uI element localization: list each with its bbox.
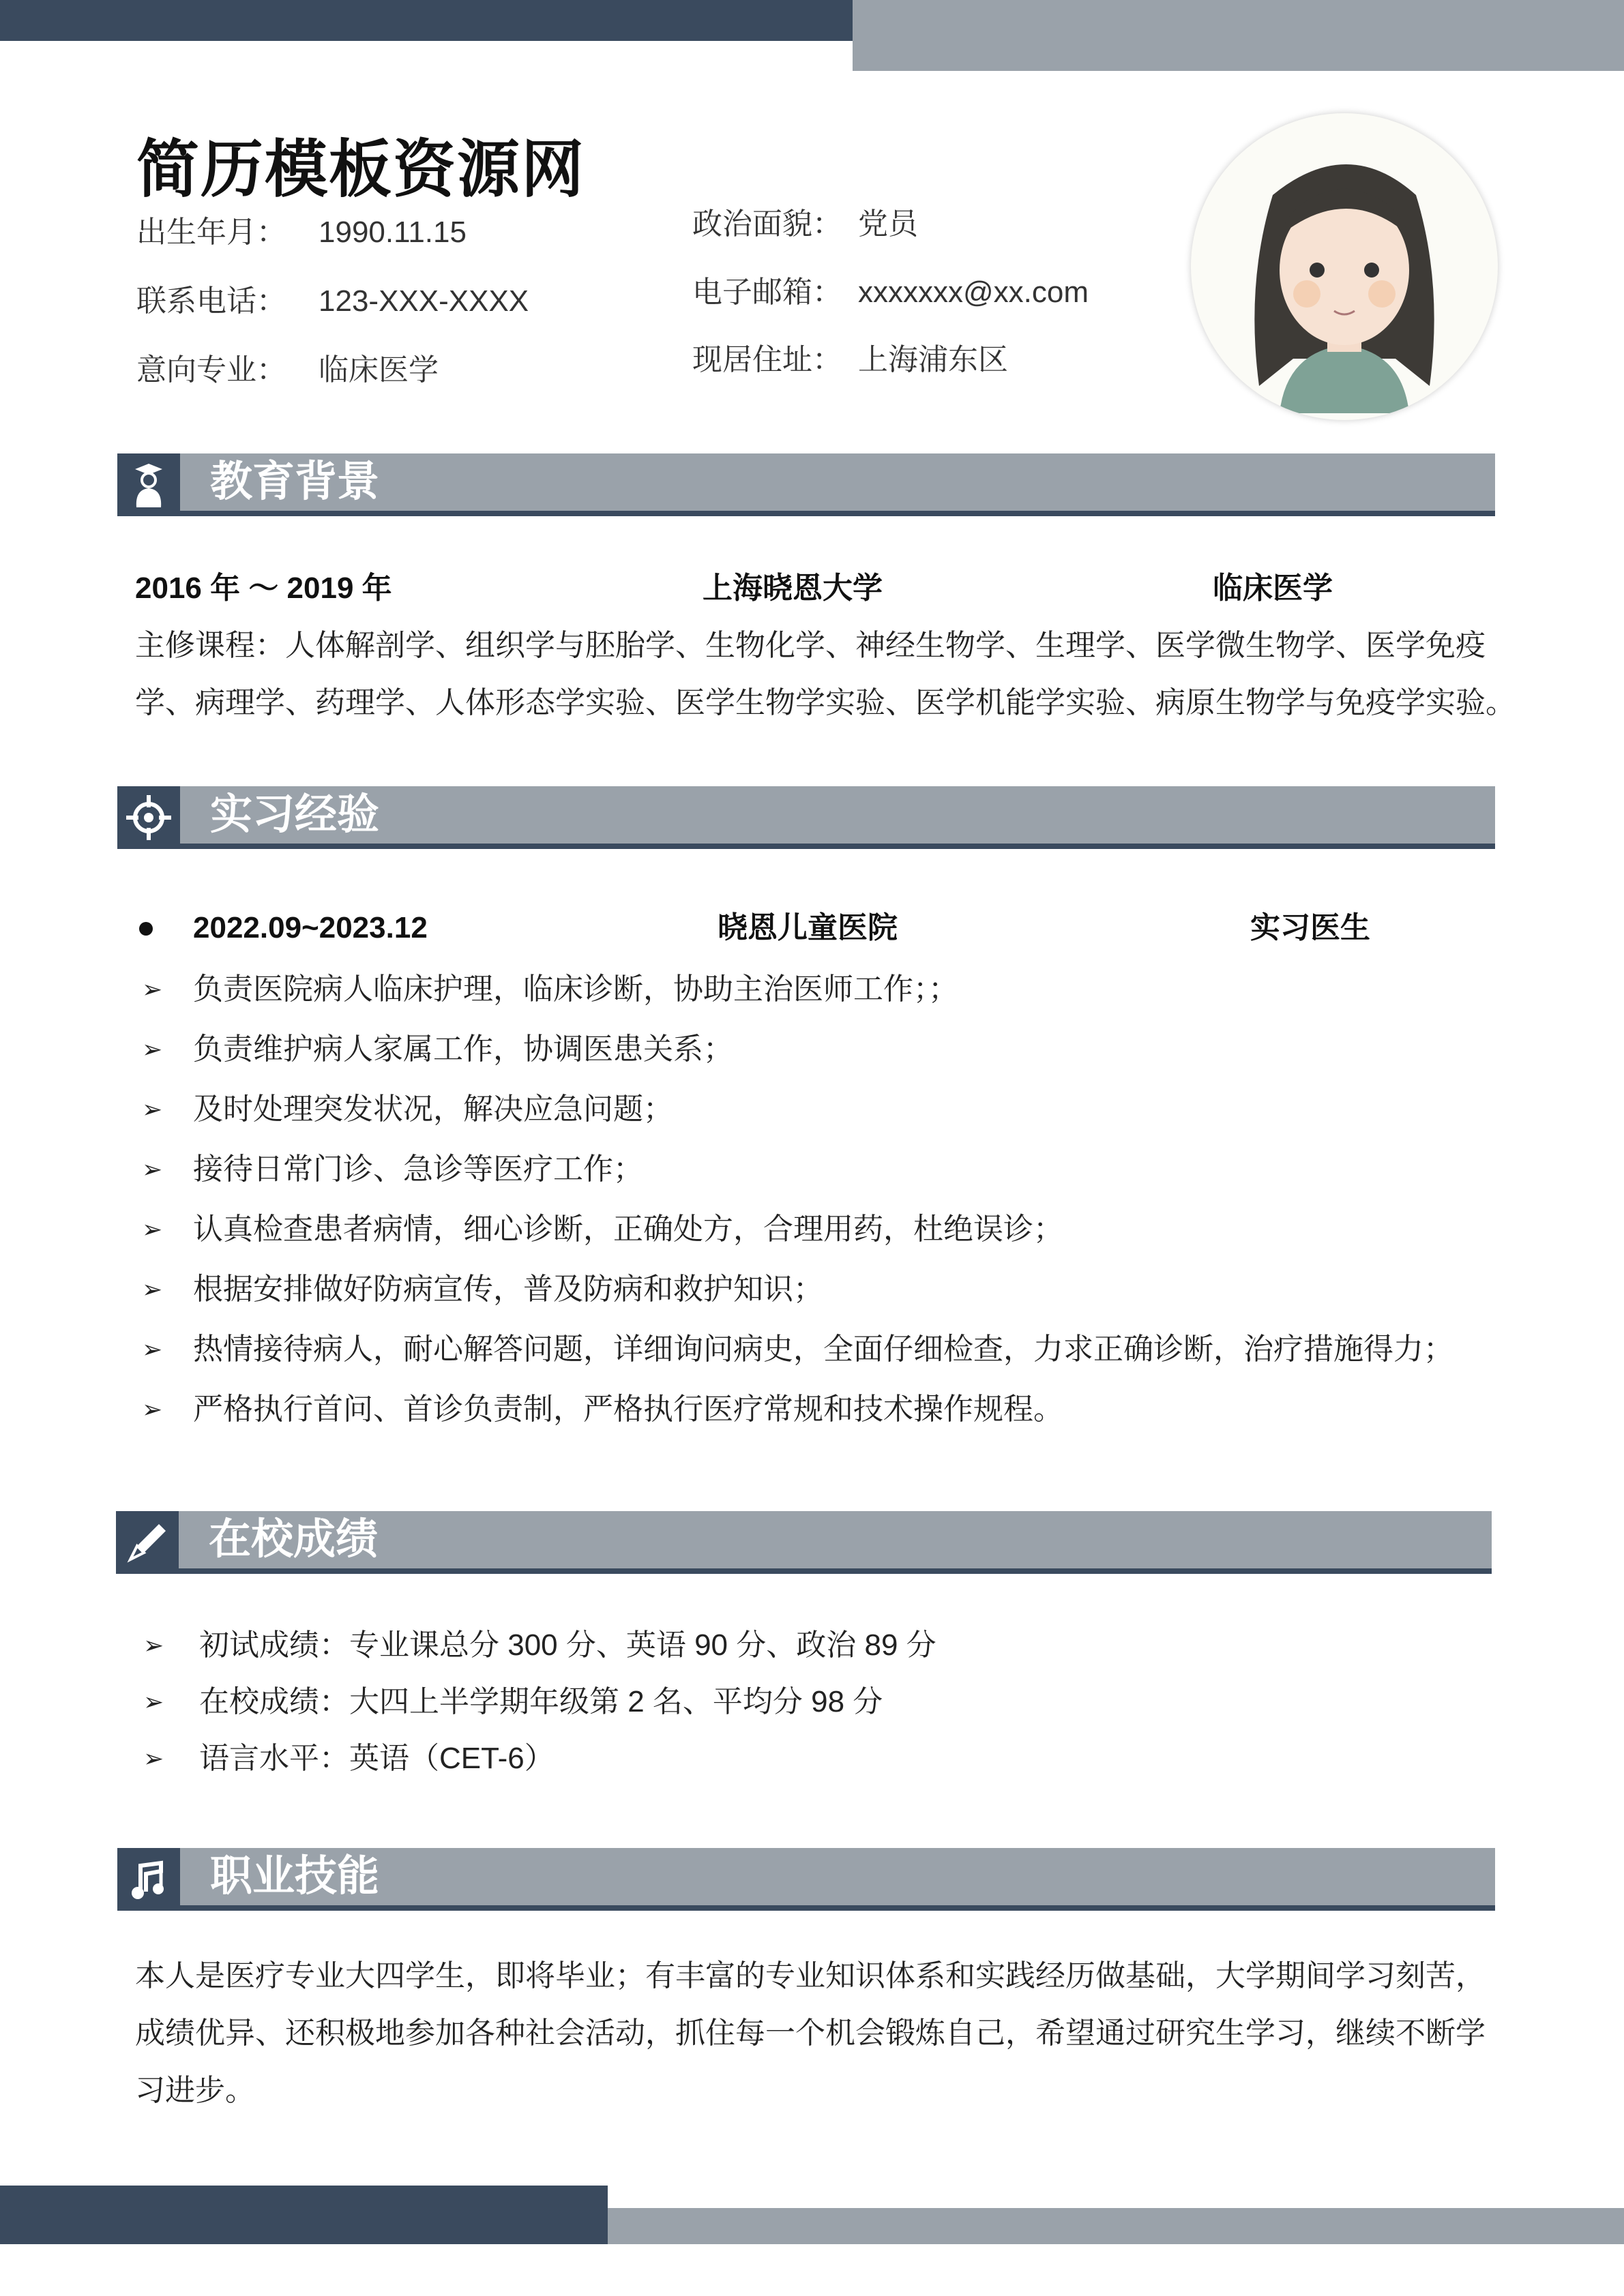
- avatar: [1191, 113, 1498, 420]
- target-icon: [117, 786, 180, 849]
- phone-label: 联系电话：: [136, 284, 286, 318]
- duty-item: 及时处理突发状况，解决应急问题；: [193, 1092, 673, 1126]
- grade-item: 初试成绩：专业课总分 300 分、英语 90 分、政治 89 分: [199, 1628, 936, 1662]
- politics-value: 党员: [858, 207, 918, 241]
- email-label: 电子邮箱：: [692, 275, 842, 309]
- birth-label: 出生年月：: [136, 215, 286, 249]
- bottom-bar-gray: [608, 2208, 1624, 2244]
- section-title: 实习经验: [210, 791, 380, 838]
- section-title: 在校成绩: [209, 1516, 379, 1563]
- arrow-bullet-icon: ➢: [142, 1095, 163, 1123]
- duty-item: 负责维护病人家属工作，协调医患关系；: [193, 1032, 733, 1066]
- major-value: 临床医学: [319, 353, 439, 387]
- arrow-bullet-icon: ➢: [142, 1215, 163, 1243]
- duty-item: 认真检查患者病情，细心诊断，正确处方，合理用药，杜绝误诊；: [193, 1212, 1063, 1246]
- duty-item: 根据安排做好防病宣传，普及防病和救护知识；: [193, 1272, 823, 1306]
- music-note-icon: [117, 1848, 180, 1911]
- edu-period: 2016 年 ～ 2019 年: [135, 571, 392, 605]
- duty-item: 接待日常门诊、急诊等医疗工作；: [193, 1152, 643, 1186]
- edu-school: 上海晓恩大学: [703, 571, 883, 605]
- top-bar-gray: [853, 0, 1624, 71]
- bottom-bar-dark: [0, 2186, 608, 2244]
- address-label: 现居住址：: [692, 343, 842, 376]
- arrow-bullet-icon: ➢: [143, 1744, 164, 1772]
- arrow-bullet-icon: ➢: [142, 1275, 163, 1303]
- arrow-bullet-icon: ➢: [142, 1395, 163, 1423]
- duty-item: 负责医院病人临床护理，临床诊断，协助主治医师工作；；: [193, 972, 958, 1006]
- politics-label: 政治面貌：: [692, 207, 842, 241]
- graduate-icon: [117, 453, 180, 516]
- intern-org: 晓恩儿童医院: [718, 911, 898, 944]
- intern-role: 实习医生: [1250, 911, 1370, 944]
- edu-major: 临床医学: [1213, 571, 1333, 605]
- section-education-header: [117, 453, 1495, 516]
- section-grades-header: [116, 1511, 1492, 1574]
- edu-courses-line: 主修课程：人体解剖学、组织学与胚胎学、生物化学、神经生物学、生理学、医学微生物学、医学免疫: [135, 629, 1486, 662]
- duty-item: 热情接待病人，耐心解答问题，详细询问病史，全面仔细检查，力求正确诊断，治疗措施得力；: [193, 1332, 1453, 1366]
- birth-value: 1990.11.15: [319, 215, 467, 249]
- arrow-bullet-icon: ➢: [142, 1035, 163, 1063]
- arrow-bullet-icon: ➢: [142, 1335, 163, 1363]
- section-internship-header: [117, 786, 1495, 849]
- bullet-dot-icon: [139, 922, 153, 936]
- arrow-bullet-icon: ➢: [142, 975, 163, 1003]
- edu-courses-line: 学、病理学、药理学、人体形态学实验、医学生物学实验、医学机能学实验、病原生物学与免疫学实验。: [135, 686, 1516, 719]
- grade-item: 语言水平：英语（CET-6）: [199, 1742, 555, 1775]
- email-value: xxxxxxx@xx.com: [858, 275, 1089, 309]
- skills-line: 成绩优异、还积极地参加各种社会活动，抓住每一个机会锻炼自己，希望通过研究生学习，继续不断学: [135, 2016, 1486, 2050]
- top-bar-dark: [0, 0, 853, 41]
- intern-period: 2022.09~2023.12: [193, 911, 428, 944]
- duty-item: 严格执行首问、首诊负责制，严格执行医疗常规和技术操作规程。: [193, 1392, 1063, 1426]
- address-value: 上海浦东区: [858, 343, 1008, 376]
- section-title: 职业技能: [210, 1853, 380, 1900]
- section-skills-header: [117, 1848, 1495, 1911]
- pen-icon: [116, 1511, 179, 1574]
- arrow-bullet-icon: ➢: [143, 1688, 164, 1716]
- grade-item: 在校成绩：大四上半学期年级第 2 名、平均分 98 分: [199, 1685, 883, 1718]
- arrow-bullet-icon: ➢: [143, 1631, 164, 1659]
- skills-line: 本人是医疗专业大四学生，即将毕业；有丰富的专业知识体系和实践经历做基础，大学期间学习刻苦，: [135, 1959, 1486, 1993]
- skills-line: 习进步。: [135, 2074, 255, 2107]
- resume-name: 简历模板资源网: [136, 135, 586, 205]
- major-label: 意向专业：: [136, 353, 286, 387]
- arrow-bullet-icon: ➢: [142, 1155, 163, 1183]
- phone-value: 123-XXX-XXXX: [319, 284, 529, 318]
- section-title: 教育背景: [210, 458, 380, 505]
